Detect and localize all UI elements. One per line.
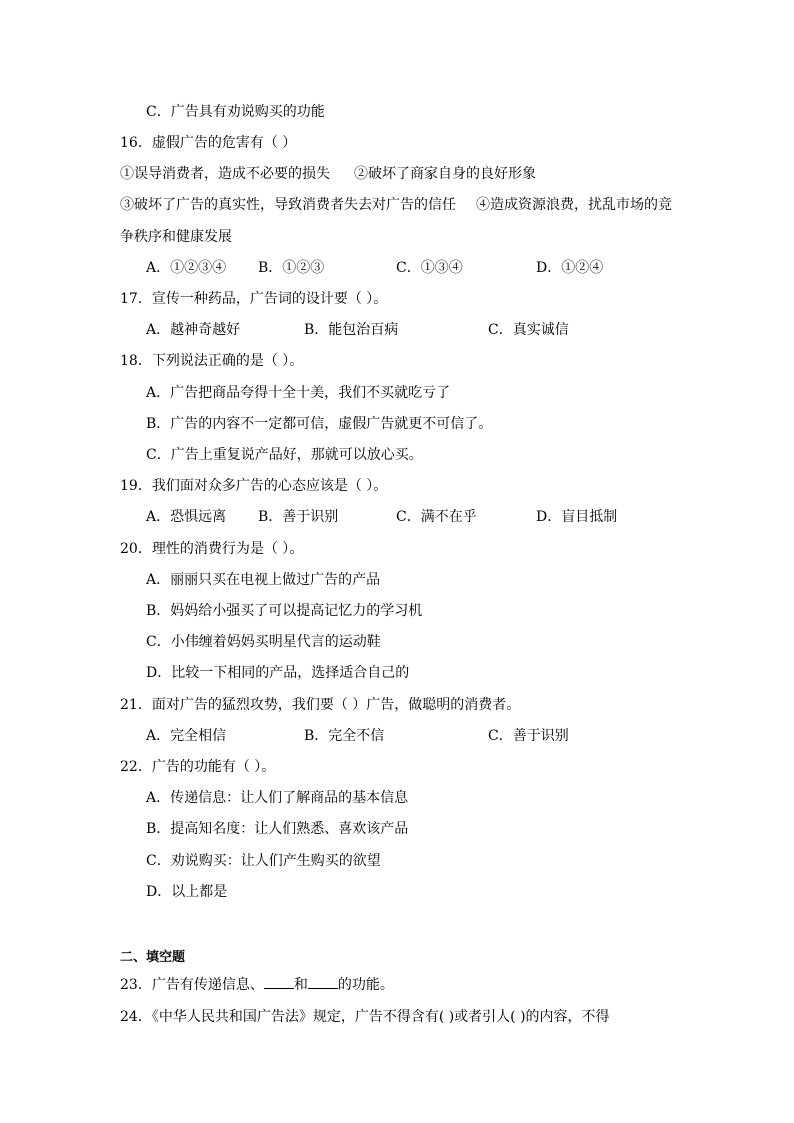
question-16-option-a: A．①②③④ <box>146 260 227 276</box>
answer-blank[interactable] <box>264 974 294 989</box>
question-23-part-b: 和 <box>293 977 308 993</box>
answer-blank[interactable] <box>308 974 338 989</box>
question-18-option-a: A．广告把商品夸得十全十美，我们不买就吃亏了 <box>146 385 451 401</box>
question-22-option-c: C．劝说购买：让人们产生购买的欲望 <box>146 853 381 869</box>
question-21-option-a: A．完全相信 <box>146 728 227 744</box>
question-16-item-1: ①误导消费者，造成不必要的损失 <box>120 166 330 182</box>
question-22-option-b: B．提高知名度：让人们熟悉、喜欢该产品 <box>146 821 409 837</box>
question-19-option-c: C．满不在乎 <box>396 509 477 525</box>
question-23-part-c: 的功能。 <box>337 977 394 993</box>
question-23-part-a: 23．广告有传递信息、 <box>120 977 264 993</box>
question-16-option-c: C．①③④ <box>396 260 463 276</box>
question-19-option-a: A．恐惧远离 <box>146 509 227 525</box>
question-17-option-a: A．越神奇越好 <box>146 322 241 338</box>
question-18-option-b: B．广告的内容不一定都可信，虚假广告就更不可信了。 <box>146 416 493 432</box>
question-20-option-b: B．妈妈给小强买了可以提高记忆力的学习机 <box>146 603 423 619</box>
question-22-option-d: D．以上都是 <box>146 884 228 900</box>
question-21-option-b: B．完全不信 <box>304 728 385 744</box>
question-22-stem: 22．广告的功能有（ ）。 <box>120 759 276 775</box>
question-16-stem: 16．虚假广告的危害有（ ） <box>120 135 297 151</box>
question-17-option-c: C．真实诚信 <box>488 322 569 338</box>
question-16-item-4-cont: 争秩序和健康发展 <box>120 229 232 245</box>
question-18-stem: 18．下列说法正确的是（ ）。 <box>120 353 304 369</box>
question-17-stem: 17．宣传一种药品，广告词的设计要（ ）。 <box>120 291 388 307</box>
question-16-option-b: B．①②③ <box>258 260 325 276</box>
question-23 <box>120 974 394 994</box>
question-16-item-2: ②破坏了商家自身的良好形象 <box>354 166 536 182</box>
question-17-option-b: B．能包治百病 <box>304 322 399 338</box>
question-20-option-a: A．丽丽只买在电视上做过广告的产品 <box>146 572 381 588</box>
question-16-item-4: ④造成资源浪费，扰乱市场的竞 <box>476 197 672 213</box>
question-16-item-3: ③破坏了广告的真实性，导致消费者失去对广告的信任 <box>120 197 456 213</box>
question-18-option-c: C．广告上重复说产品好，那就可以放心买。 <box>146 447 423 463</box>
question-20-option-d: D．比较一下相同的产品，选择适合自己的 <box>146 665 410 681</box>
question-21-option-c: C．善于识别 <box>488 728 569 744</box>
question-22-option-a: A．传递信息：让人们了解商品的基本信息 <box>146 790 409 806</box>
question-21-stem: 21．面对广告的猛烈攻势，我们要（ ）广告，做聪明的消费者。 <box>120 697 521 713</box>
question-19-stem: 19．我们面对众多广告的心态应该是（ ）。 <box>120 478 388 494</box>
question-20-stem: 20．理性的消费行为是（ ）。 <box>120 541 304 557</box>
question-19-option-b: B．善于识别 <box>258 509 339 525</box>
section-heading-fill-in: 二、填空题 <box>120 950 186 965</box>
question-19-option-d: D．盲目抵制 <box>536 509 618 525</box>
question-15-option-c: C．广告具有劝说购买的功能 <box>146 104 325 120</box>
question-20-option-c: C．小伟缠着妈妈买明星代言的运动鞋 <box>146 634 381 650</box>
question-16-option-d: D．①②④ <box>536 260 604 276</box>
question-24: 24．《中华人民共和国广告法》规定，广告不得含有( )或者引人( )的内容，不得 <box>120 1009 610 1025</box>
